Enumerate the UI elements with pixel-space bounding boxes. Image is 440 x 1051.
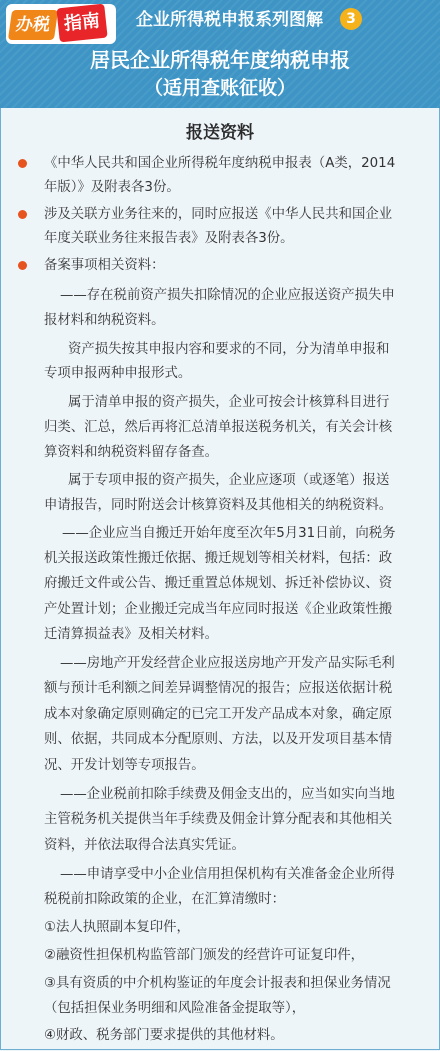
text-line: 产处置计划；企业搬迁完成当年应同时报送《企业政策性搬 — [44, 602, 393, 617]
text-line: 年版）》及附表各3份。 — [44, 180, 180, 195]
text-line: ①法人执照副本复印件， — [44, 920, 190, 935]
text-line: 机关报送政策性搬迁依据、搬迁规划等相关材料，包括：政 — [44, 551, 393, 566]
text-line: 报材料和纳税资料。 — [44, 313, 165, 328]
series-title: 企业所得税申报系列图解 — [136, 10, 323, 30]
series-number-badge: 3 — [340, 8, 362, 30]
text-line: 况、开发计划等专项报告。 — [44, 758, 205, 773]
text-line: 资产损失按其申报内容和要求的不同，分为清单申报和 — [68, 342, 390, 357]
text-line: 属于专项申报的资产损失，企业应逐项（或逐笔）报送 — [68, 473, 390, 488]
text-line: 资料，并依法取得合法真实凭证。 — [44, 838, 245, 853]
text-line: ——企业税前扣除手续费及佣金支出的，应当如实向当地 — [60, 787, 395, 802]
main-title: 居民企业所得税年度纳税申报 — [90, 48, 350, 72]
text-line: 备案事项相关资料： — [44, 258, 165, 273]
text-line: 申请报告，同时附送会计核算资料及其他相关的纳税资料。 — [44, 498, 393, 513]
text-line: 涉及关联方业务往来的，同时应报送《中华人民共和国企业 — [44, 207, 393, 222]
text-line: ②融资性担保机构监管部门颁发的经营许可证复印件， — [44, 948, 364, 963]
text-line: ——企业应当自搬迁开始年度至次年5月31日前，向税务 — [62, 526, 396, 541]
badge-zhi-nan: 指南 — [56, 4, 107, 43]
text-line: ③具有资质的中介机构鉴证的年度会计报表和担保业务情况 — [44, 976, 391, 991]
sub-title: （适用查账征收） — [143, 77, 296, 99]
text-line: 税税前扣除政策的企业，在汇算清缴时： — [44, 892, 286, 907]
bullet-icon — [18, 210, 27, 219]
badge-ban-shui: 办税 — [8, 10, 58, 40]
header-banner — [0, 0, 440, 108]
text-line: 属于清单申报的资产损失，企业可按会计核算科目进行 — [68, 395, 390, 410]
text-line: 则、依据，共同成本分配原则、方法，以及开发项目基本情 — [44, 732, 393, 747]
text-line: ——申请享受中小企业信用担保机构有关准备金企业所得 — [60, 867, 395, 882]
bullet-icon — [18, 159, 27, 168]
text-line: 迁清算损益表》及相关材料。 — [44, 627, 219, 642]
text-line: ——存在税前资产损失扣除情况的企业应报送资产损失申 — [60, 288, 395, 303]
section-heading: 报送资料 — [186, 123, 254, 143]
text-line: （包括担保业务明细和风险准备金提取等）， — [44, 1001, 306, 1016]
text-line: 归类、汇总，然后再将汇总清单报送税务机关，有关会计核 — [44, 420, 393, 435]
text-line: 《中华人民共和国企业所得税年度纳税申报表（A类，2014 — [44, 156, 396, 171]
text-line: ——房地产开发经营企业应报送房地产开发产品实际毛利 — [60, 656, 395, 671]
text-line: 额与预计毛利额之间差异调整情况的报告；应报送依据计税 — [44, 681, 393, 696]
text-line: 成本对象确定原则确定的已完工开发产品成本对象，确定原 — [44, 707, 393, 722]
text-line: 算资料和纳税资料留存备查。 — [44, 445, 219, 460]
bullet-icon — [18, 261, 27, 270]
text-line: ④财政、税务部门要求提供的其他材料。 — [44, 1028, 284, 1043]
text-line: 专项申报两种申报形式。 — [44, 366, 192, 381]
text-line: 府搬迁文件或公告、搬迁重置总体规划、拆迁补偿协议、资 — [44, 576, 393, 591]
text-line: 主管税务机关提供当年手续费及佣金计算分配表和其他相关 — [44, 812, 393, 827]
text-line: 年度关联业务往来报告表》及附表各3份。 — [44, 231, 294, 246]
